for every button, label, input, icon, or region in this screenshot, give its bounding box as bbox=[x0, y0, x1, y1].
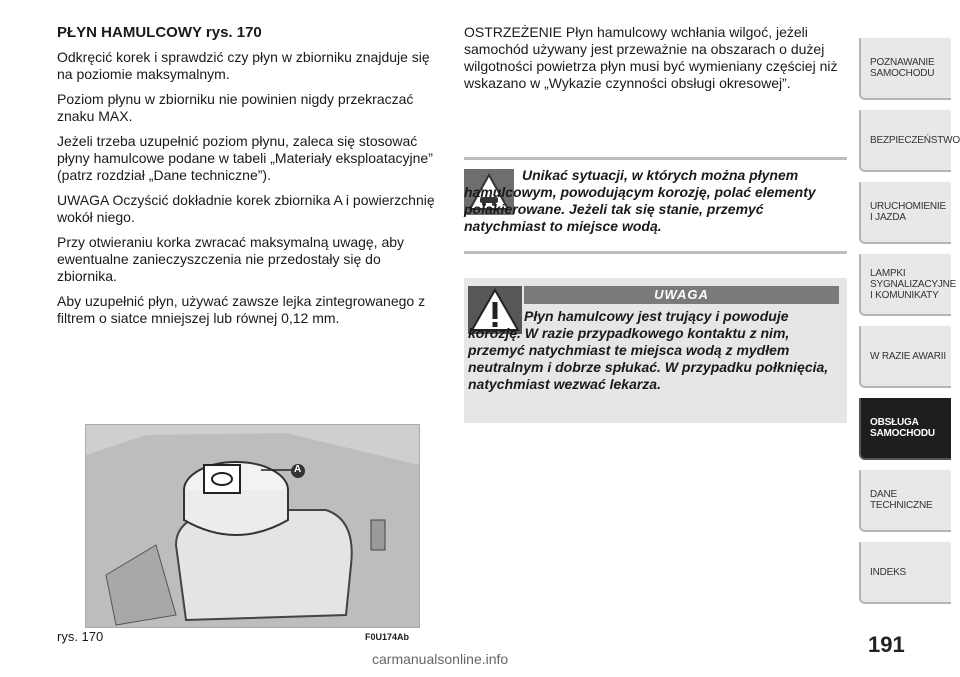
paragraph-1: Odkręcić korek i sprawdzić czy płyn w zbiorniku znajduje się na poziomie maksymalnym. bbox=[57, 49, 430, 82]
tab-obsluga-samochodu[interactable]: OBSŁUGA SAMOCHODU bbox=[859, 398, 951, 460]
tab-lampki-sygnalizacyjne[interactable]: LAMPKI SYGNALIZACYJNE I KOMUNIKATY bbox=[859, 254, 951, 316]
warning-intro: OSTRZEŻENIE Płyn hamulcowy wchłania wilgoć, jeżeli samochód używany jest przeważnie na obszarach o dużej wilgotności powietrza płyn musi być wymieniany częściej niż wskazano w „Wykazie czynności obsługi okresowej”. bbox=[464, 24, 838, 91]
tab-indeks[interactable]: INDEKS bbox=[859, 542, 951, 604]
caution-text-wrap bbox=[464, 167, 844, 235]
left-column bbox=[57, 24, 442, 335]
warning-text: Płyn hamulcowy jest trujący i powoduje korozję. W razie przypadkowego kontaktu z nim, przemyć natychmiast te miejsca wodą z mydłem neutralnym i dobrze spłukać. W przypadku połknięcia, natychmiast wezwać lekarza. bbox=[468, 308, 829, 392]
figure-caption: rys. 170 bbox=[57, 629, 104, 644]
watermark: carmanualsonline.info bbox=[372, 651, 509, 667]
caution-box bbox=[464, 161, 847, 246]
brake-fluid-reservoir-figure bbox=[85, 424, 420, 628]
paragraph-5: Przy otwieraniu korka zwracać maksymalną uwagę, aby ewentualne zanieczyszczenia nie przedostały się do zbiornika. bbox=[57, 234, 405, 284]
warning-box bbox=[464, 278, 847, 423]
page-number: 191 bbox=[868, 632, 905, 657]
paragraph-6: Aby uzupełnić płyn, używać zawsze lejka zintegrowanego z filtrem o siatce mniejszej lub równej 0,12 mm. bbox=[57, 293, 426, 326]
figure-code: F0U174Ab bbox=[365, 632, 410, 642]
tab-dane-techniczne[interactable]: DANE TECHNICZNE bbox=[859, 470, 951, 532]
paragraph-3: Jeżeli trzeba uzupełnić poziom płynu, zaleca się stosować płyny hamulcowe podane w tabeli „Materiały eksploatacyjne” (patrz rozdział „Dane techniczne”). bbox=[57, 133, 433, 183]
chapter-sidebar bbox=[859, 0, 960, 677]
tab-uruchomienie-i-jazda[interactable]: URUCHOMIENIE I JAZDA bbox=[859, 182, 951, 244]
tab-bezpieczenstwo[interactable]: BEZPIECZEŃSTWO bbox=[859, 110, 951, 172]
divider-middle bbox=[464, 251, 847, 254]
warning-label: UWAGA bbox=[524, 286, 839, 304]
paragraph-4: UWAGA Oczyścić dokładnie korek zbiornika A i powierzchnię wokół niego. bbox=[57, 192, 435, 225]
caution-text: Unikać sytuacji, w których można płynem hamulcowym, powodującym korozję, polać elementy polakierowane. Jeżeli tak się stanie, przemyć natychmiast to miejsce wodą. bbox=[464, 167, 816, 234]
tab-poznawanie-samochodu[interactable]: POZNAWANIE SAMOCHODU bbox=[859, 38, 951, 100]
paragraph-2: Poziom płynu w zbiorniku nie powinien nigdy przekraczać znaku MAX. bbox=[57, 91, 414, 124]
callout-a: A bbox=[294, 464, 302, 475]
section-title: PŁYN HAMULCOWY rys. 170 bbox=[57, 24, 262, 41]
divider-top bbox=[464, 157, 847, 160]
warning-text-wrap bbox=[468, 308, 840, 393]
tab-w-razie-awarii[interactable]: W RAZIE AWARII bbox=[859, 326, 951, 388]
